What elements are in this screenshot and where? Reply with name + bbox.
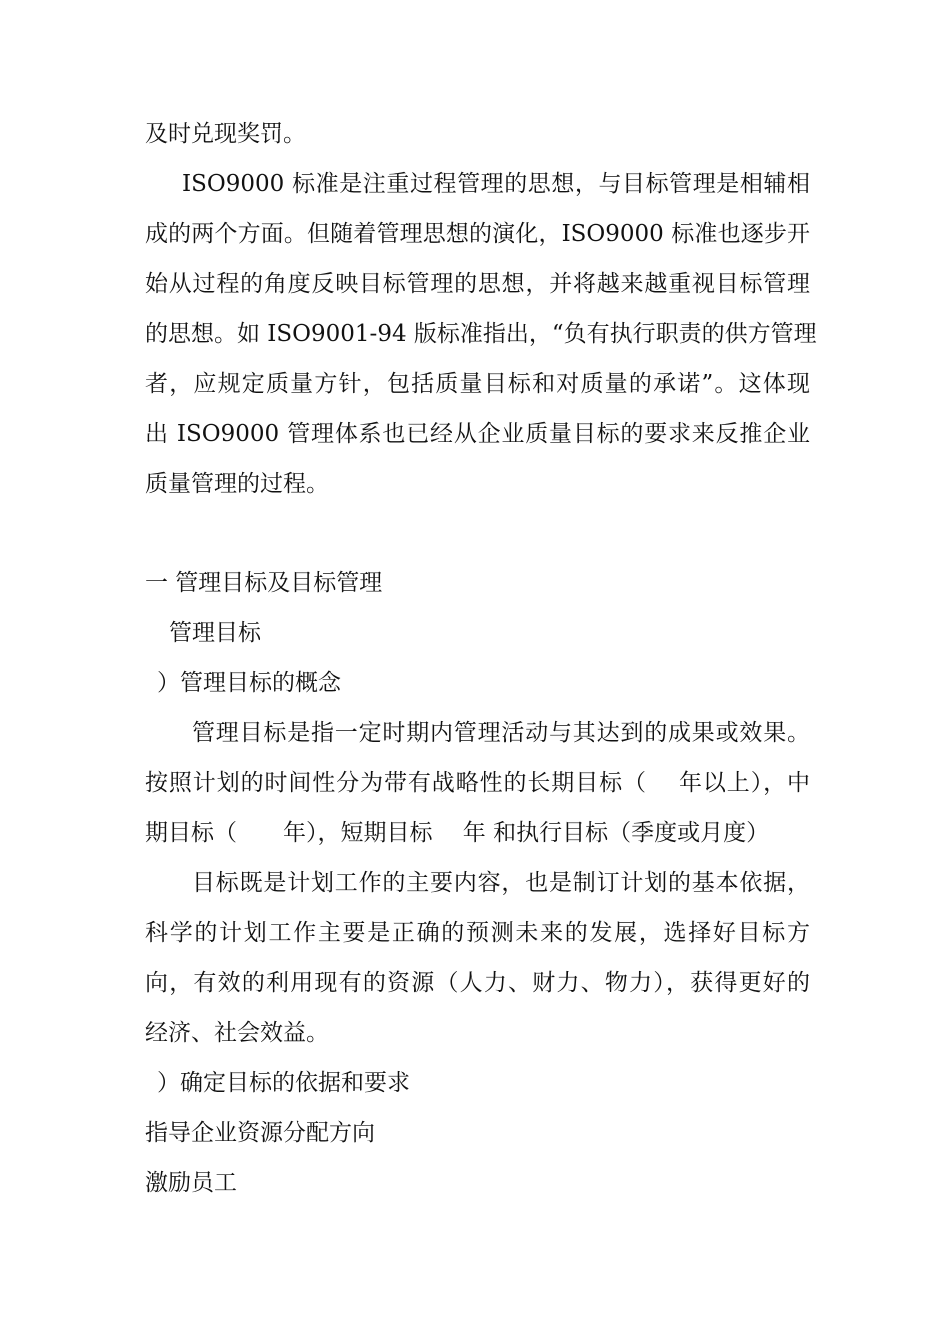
text-line: 者，应规定质量方针，包括质量目标和对质量的承诺”。这体现: [145, 371, 810, 397]
text-line: 期目标（ 年），短期目标 年 和执行目标（季度或月度）: [145, 820, 770, 846]
subsection-heading: 管理目标: [169, 620, 261, 646]
item-heading: ）管理目标的概念: [157, 670, 341, 696]
text-line: 出 ISO9000 管理体系也已经从企业质量目标的要求来反推企业: [145, 421, 810, 447]
text-line: 向，有效的利用现有的资源（人力、财力、物力），获得更好的: [145, 970, 810, 996]
list-item: 激励员工: [145, 1170, 237, 1196]
section-heading: 一 管理目标及目标管理: [145, 570, 383, 596]
text-line: 按照计划的时间性分为带有战略性的长期目标（ 年以上），中: [145, 770, 810, 796]
text-line: 及时兑现奖罚。: [145, 121, 306, 147]
text-line: 的思想。如 ISO9001-94 版标准指出，“负有执行职责的供方管理: [145, 321, 817, 347]
paragraph-first-line: 管理目标是指一定时期内管理活动与其达到的成果或效果。: [192, 720, 810, 746]
text-line: 质量管理的过程。: [145, 471, 329, 497]
text-line: 始从过程的角度反映目标管理的思想，并将越来越重视目标管理: [145, 271, 810, 297]
list-item: 指导企业资源分配方向: [145, 1120, 375, 1146]
item-heading: ）确定目标的依据和要求: [157, 1070, 410, 1096]
text-line: 成的两个方面。但随着管理思想的演化，ISO9000 标准也逐步开: [145, 221, 810, 247]
text-line: 经济、社会效益。: [145, 1020, 329, 1046]
paragraph-first-line: 目标既是计划工作的主要内容，也是制订计划的基本依据，: [192, 870, 810, 896]
paragraph-first-line: ISO9000 标准是注重过程管理的思想，与目标管理是相辅相: [182, 171, 810, 197]
text-line: 科学的计划工作主要是正确的预测未来的发展，选择好目标方: [145, 920, 810, 946]
